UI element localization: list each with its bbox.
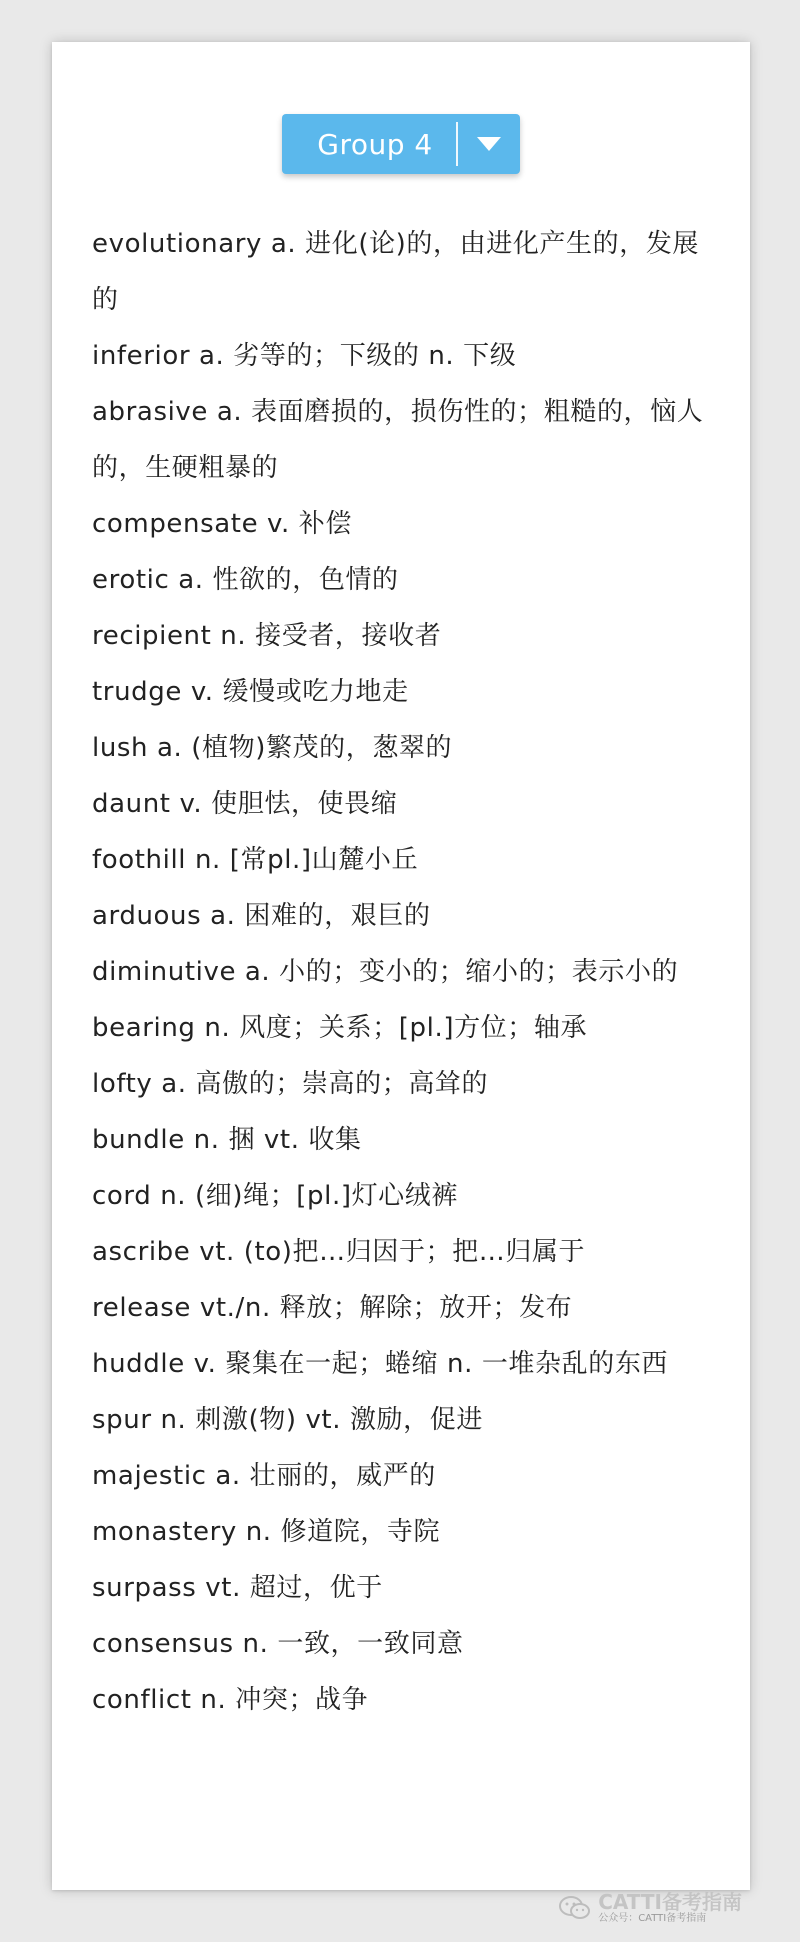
vocab-entry: daunt v. 使胆怯，使畏缩 — [92, 789, 398, 819]
group-selector-button[interactable] — [282, 114, 520, 174]
triangle-down-icon[interactable] — [458, 114, 520, 174]
vocab-entry: cord n. (细)绳；[pl.]灯心绒裤 — [92, 1181, 458, 1211]
vocab-entry: compensate v. 补偿 — [92, 509, 352, 539]
vocab-entry: arduous a. 困难的，艰巨的 — [92, 901, 431, 931]
vocab-entry: evolutionary a. 进化(论)的，由进化产生的，发展的 — [92, 229, 700, 315]
vocab-entry: huddle v. 聚集在一起；蜷缩 n. 一堆杂乱的东西 — [92, 1349, 669, 1379]
vocab-entry: spur n. 刺激(物) vt. 激励，促进 — [92, 1405, 483, 1435]
watermark-main: CATTI备考指南 — [598, 1890, 742, 1914]
vocabulary-card — [52, 42, 750, 1890]
watermark-sub: 公众号：CATTI备考指南 — [598, 1913, 707, 1924]
vocab-entry: abrasive a. 表面磨损的，损伤性的；粗糙的，恼人的，生硬粗暴的 — [92, 397, 704, 483]
vocab-entry: majestic a. 壮丽的，威严的 — [92, 1461, 436, 1491]
watermark-text — [598, 1892, 742, 1924]
vocab-entry: ascribe vt. (to)把…归因于；把…归属于 — [92, 1237, 586, 1267]
vocab-entry: consensus n. 一致，一致同意 — [92, 1629, 464, 1659]
vocab-entry: erotic a. 性欲的，色情的 — [92, 565, 399, 595]
vocabulary-list — [92, 216, 712, 1728]
vocab-entry: lofty a. 高傲的；崇高的；高耸的 — [92, 1069, 489, 1099]
vocab-entry: conflict n. 冲突；战争 — [92, 1685, 369, 1715]
vocab-entry: lush a. (植物)繁茂的，葱翠的 — [92, 733, 453, 763]
wechat-icon — [558, 1895, 592, 1921]
watermark — [558, 1892, 742, 1924]
vocab-entry: bundle n. 捆 vt. 收集 — [92, 1125, 362, 1155]
vocab-entry: surpass vt. 超过，优于 — [92, 1573, 383, 1603]
vocab-entry: recipient n. 接受者，接收者 — [92, 621, 442, 651]
vocab-entry: trudge v. 缓慢或吃力地走 — [92, 677, 409, 707]
vocab-entry: inferior a. 劣等的；下级的 n. 下级 — [92, 341, 517, 371]
vocab-entry: bearing n. 风度；关系；[pl.]方位；轴承 — [92, 1013, 588, 1043]
vocab-entry: foothill n. [常pl.]山麓小丘 — [92, 845, 419, 875]
vocab-entry: diminutive a. 小的；变小的；缩小的；表示小的 — [92, 957, 679, 987]
vocab-entry: monastery n. 修道院，寺院 — [92, 1517, 441, 1547]
vocab-entry: release vt./n. 释放；解除；放开；发布 — [92, 1293, 573, 1323]
group-divider — [456, 122, 458, 166]
group-label: Group 4 — [317, 127, 433, 161]
